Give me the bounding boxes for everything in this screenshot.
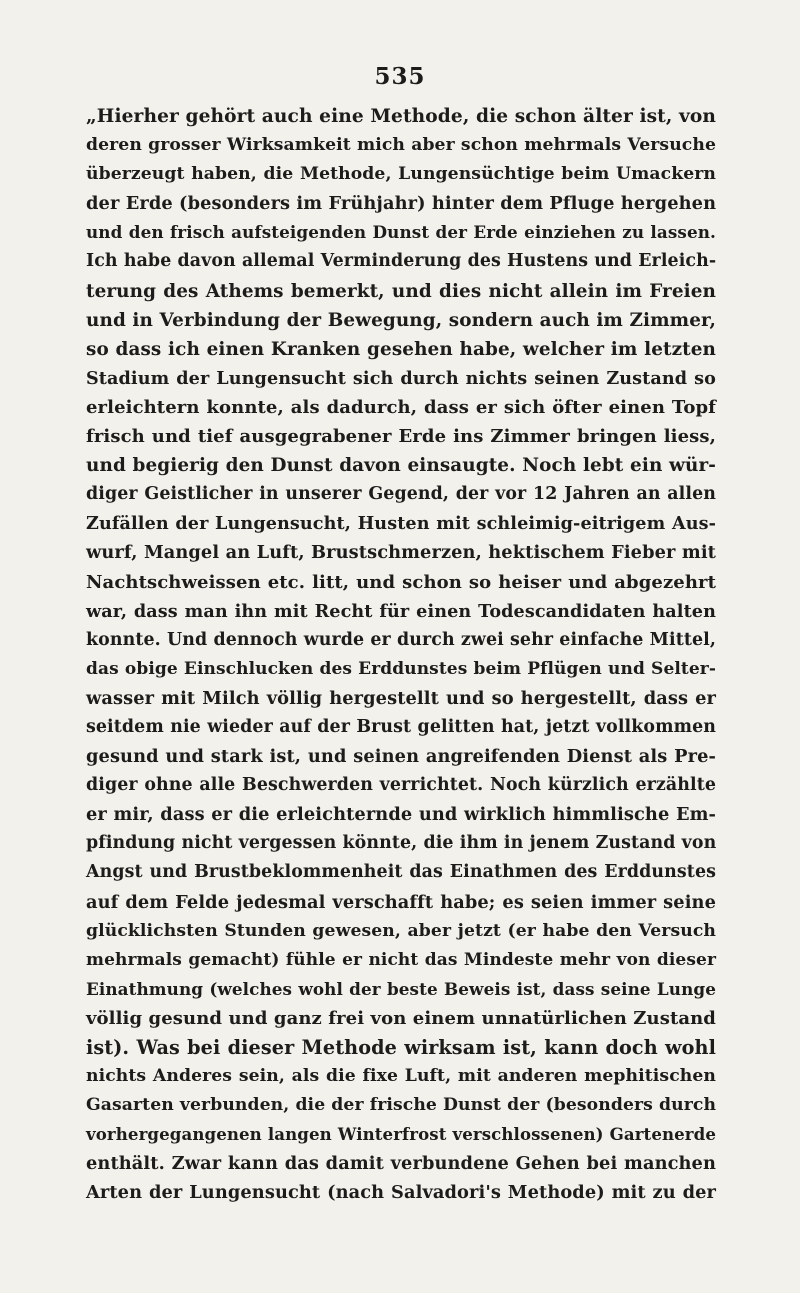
text-line: diger Geistlicher in unserer Gegend, der vor 12 Jahren an allen — [86, 484, 716, 505]
text-line: er mir, dass er die erleichternde und wirklich himmlische Em- — [86, 804, 716, 826]
text-line: deren grosser Wirksamkeit mich aber schon mehrmals Versuche — [86, 135, 716, 156]
text-line: seitdem nie wieder auf der Brust gelitten hat, jetzt vollkommen — [86, 716, 716, 737]
text-line: das obige Einschlucken des Erddunstes beim Pflügen und Selter- — [86, 658, 716, 679]
text-line: wasser mit Milch völlig hergestellt und so hergestellt, dass er — [86, 687, 716, 709]
text-line: Zufällen der Lungensucht, Husten mit schleimig-eitrigem Aus- — [86, 513, 716, 535]
text-line: wurf, Mangel an Luft, Brustschmerzen, hektischem Fieber mit — [86, 542, 716, 564]
text-line: ist). Was bei dieser Methode wirksam ist, kann doch wohl — [86, 1036, 716, 1059]
text-line: der Erde (besonders im Frühjahr) hinter dem Pfluge hergehen — [86, 193, 717, 215]
text-line: Stadium der Lungensucht sich durch nichts seinen Zustand so — [86, 367, 716, 389]
text-line: Gasarten verbunden, die der frische Dunst der (besonders durch — [86, 1095, 717, 1116]
text-line: Ich habe davon allemal Verminderung des Hustens und Erleich- — [86, 251, 717, 272]
text-line: diger ohne alle Beschwerden verrichtet. Noch kürzlich erzählte — [86, 775, 716, 796]
text-line: Nachtschweissen etc. litt, und schon so heiser und abgezehrt — [86, 571, 716, 593]
text-line: terung des Athems bemerkt, und dies nicht allein im Freien — [86, 280, 716, 302]
body-text — [86, 102, 716, 1208]
text-line: pfindung nicht vergessen könnte, die ihm in jenem Zustand von — [86, 833, 717, 854]
text-line: nichts Anderes sein, als die fixe Luft, mit anderen mephitischen — [86, 1066, 716, 1087]
text-line: „Hierher gehört auch eine Methode, die schon älter ist, von — [86, 106, 717, 127]
page-number: 535 — [374, 63, 426, 90]
text-line: auf dem Felde jedesmal verschafft habe; es seien immer seine — [86, 891, 716, 913]
text-line: überzeugt haben, die Methode, Lungensüchtige beim Umackern — [86, 164, 716, 185]
text-line: frisch und tief ausgegrabener Erde ins Zimmer bringen liess, — [86, 426, 716, 448]
text-line: enthält. Zwar kann das damit verbundene Gehen bei manchen — [86, 1153, 716, 1175]
text-line: so dass ich einen Kranken gesehen habe, welcher im letzten — [86, 338, 716, 360]
text-line: völlig gesund und ganz frei von einem unnatürlichen Zustand — [86, 1007, 716, 1029]
text-line: und begierig den Dunst davon einsaugte. Noch lebt ein wür- — [86, 455, 716, 477]
text-line: und in Verbindung der Bewegung, sondern auch im Zimmer, — [86, 309, 716, 331]
text-line: glücklichsten Stunden gewesen, aber jetzt (er habe den Versuch — [86, 920, 716, 941]
text-line: Angst und Brustbeklommenheit das Einathmen des Erddunstes — [86, 862, 716, 883]
text-line: war, dass man ihn mit Recht für einen Todescandidaten halten — [86, 600, 716, 622]
text-line: Arten der Lungensucht (nach Salvadori's Methode) mit zu der — [86, 1182, 716, 1204]
text-line: und den frisch aufsteigenden Dunst der Erde einziehen zu lassen. — [86, 222, 716, 243]
text-line: Einathmung (welches wohl der beste Beweis ist, dass seine Lunge — [86, 978, 716, 999]
text-line: gesund und stark ist, und seinen angreifenden Dienst als Pre- — [86, 746, 716, 768]
text-line: mehrmals gemacht) fühle er nicht das Mindeste mehr von dieser — [86, 949, 716, 970]
text-line: vorhergegangenen langen Winterfrost verschlossenen) Gartenerde — [86, 1124, 716, 1145]
text-line: konnte. Und dennoch wurde er durch zwei sehr einfache Mittel, — [86, 629, 716, 650]
text-line: erleichtern konnte, als dadurch, dass er sich öfter einen Topf — [86, 396, 716, 418]
